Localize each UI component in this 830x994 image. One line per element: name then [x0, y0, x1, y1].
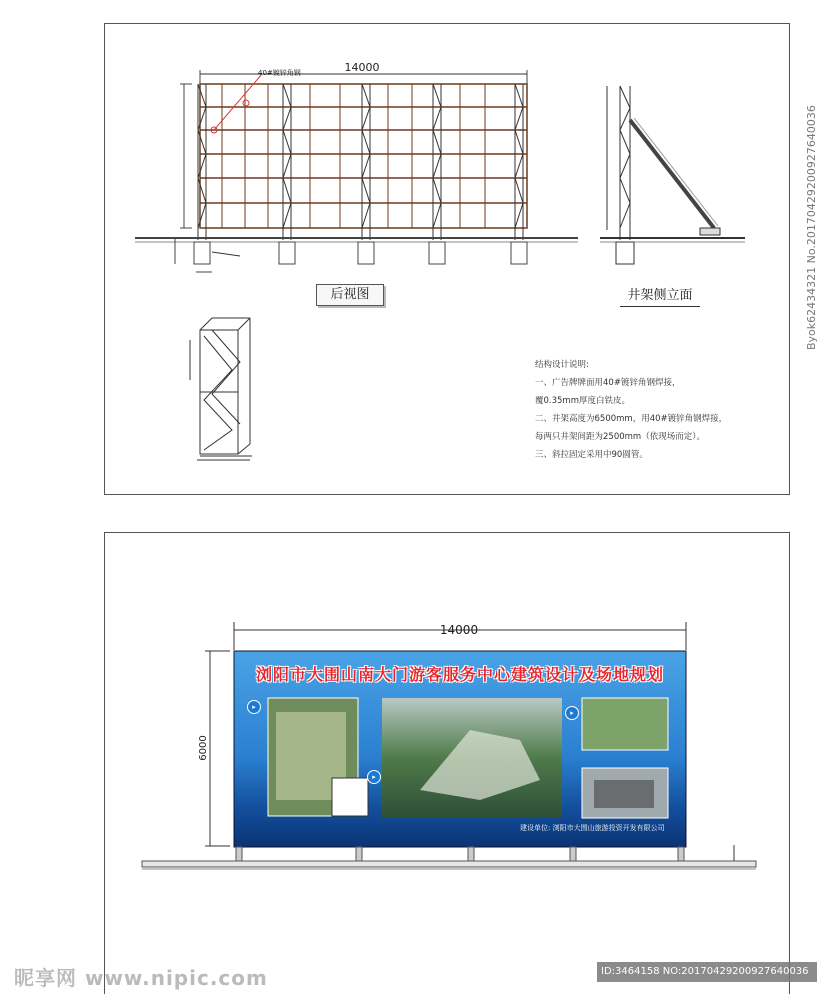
billboard-title: 浏阳市大围山南大门游客服务中心建筑设计及场地规划 — [255, 665, 664, 684]
steel-annotation: 40#镀锌角钢 — [258, 69, 301, 77]
note-line: 一、广告牌牌面用40#镀锌角钢焊接， — [535, 378, 681, 388]
billboard-pill-3: ▸ — [367, 770, 381, 784]
notes-title: 结构设计说明: — [535, 360, 589, 370]
note-line: 三、斜拉固定采用中90圆管。 — [535, 450, 648, 460]
site-logo-watermark: 昵享网 www.nipic.com — [14, 966, 268, 990]
vertical-watermark: Byok62434321 No.20170429200927640036 — [805, 105, 818, 350]
back-view-width-dimension: 14000 — [344, 61, 380, 74]
note-line: 二、井架高度为6500mm，用40#镀锌角钢焊接， — [535, 414, 728, 424]
render-image-1 — [582, 698, 668, 750]
id-strip-watermark: ID:3464158 NO:20170429200927640036 — [597, 962, 817, 982]
note-line: 覆0.35mm厚度白铁皮。 — [535, 396, 630, 406]
note-line: 每两只井架间距为2500mm（依现场而定）。 — [535, 432, 705, 442]
side-view-label: 井架侧立面 — [620, 286, 700, 307]
billboard-height-dimension: 6000 — [198, 735, 209, 761]
billboard-pill-1: ▸ — [247, 700, 261, 714]
billboard-footer: 建设单位: 浏阳市大围山旅游投资开发有限公司 — [520, 824, 665, 832]
billboard-pill-2: ▸ — [565, 706, 579, 720]
back-view-label: 后视图 — [316, 284, 384, 306]
billboard-width-dimension: 14000 — [439, 623, 479, 637]
